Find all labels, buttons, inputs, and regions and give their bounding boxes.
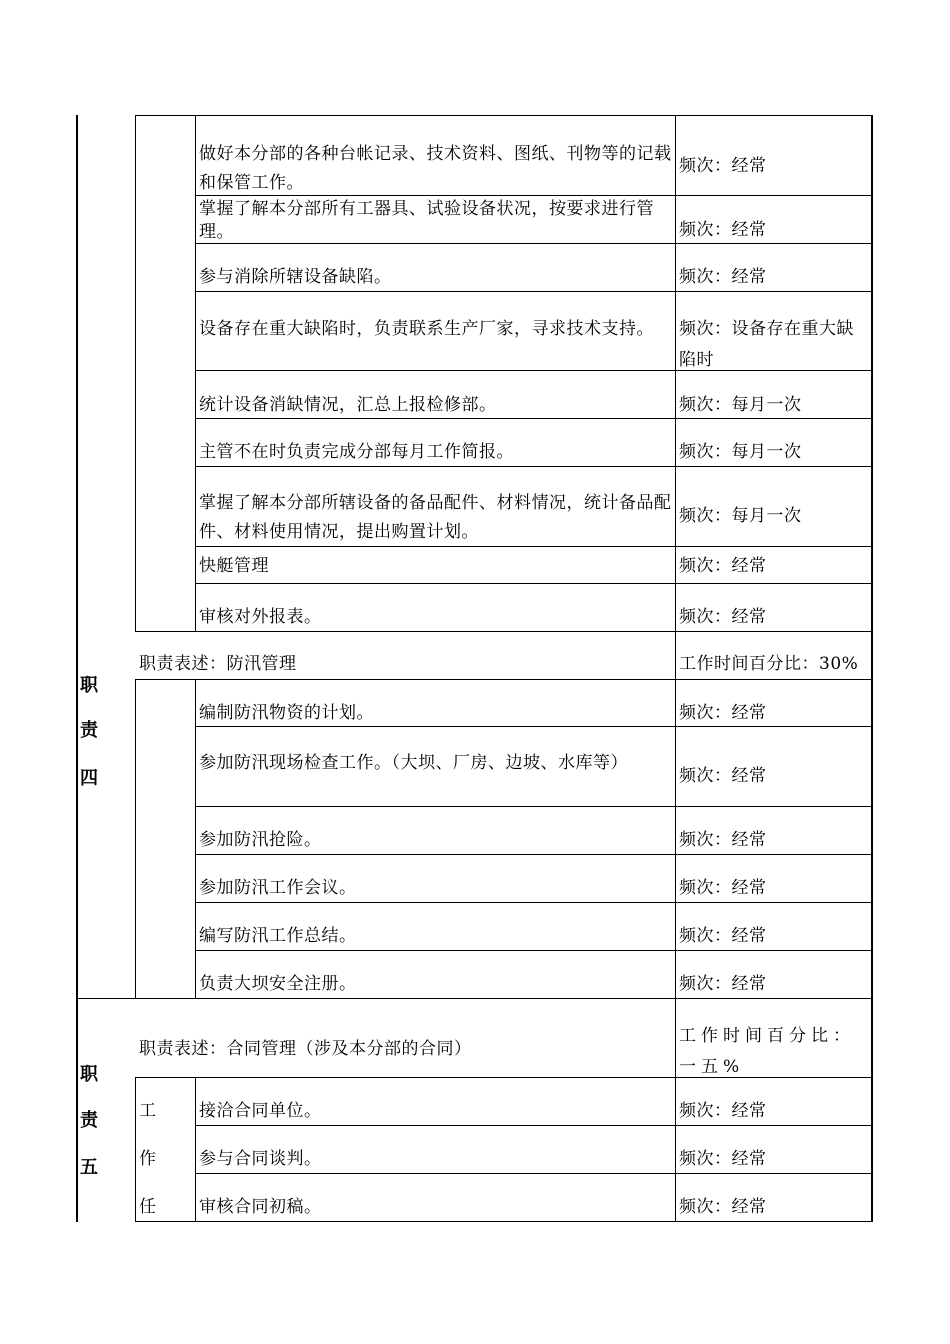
col-line-3 xyxy=(195,115,196,631)
task-text: 审核对外报表。 xyxy=(199,607,322,627)
frequency-text: 频次：经常 xyxy=(679,1149,767,1169)
col-line-2b xyxy=(135,679,136,999)
task-text: 负责大坝安全注册。 xyxy=(199,974,357,994)
task-text: 掌握了解本分部所辖设备的备品配件、材料情况，统计备品配件、材料使用情况，提出购置计划。 xyxy=(199,493,672,542)
task-text: 参与消除所辖设备缺陷。 xyxy=(199,267,392,287)
frequency-text: 频次：经常 xyxy=(679,607,767,627)
row-line xyxy=(195,1173,873,1174)
work-time-percent: 工作时间百分比：30% xyxy=(679,654,859,674)
col-line-2 xyxy=(135,115,136,631)
row-line xyxy=(195,902,873,903)
row-line xyxy=(195,950,873,951)
task-text: 参加防汛工作会议。 xyxy=(199,878,357,898)
sub-label-char: 任 xyxy=(139,1197,157,1217)
duty-label-char: 职 xyxy=(80,1064,99,1085)
duty-label-char: 五 xyxy=(80,1157,99,1178)
duty-description: 职责表述：防汛管理 xyxy=(139,654,297,674)
task-text: 掌握了解本分部所有工器具、试验设备状况，按要求进行管理。 xyxy=(199,199,654,242)
duty-label-char: 责 xyxy=(80,720,99,741)
task-text: 主管不在时负责完成分部每月工作简报。 xyxy=(199,442,514,462)
row-line xyxy=(195,726,873,727)
work-time-percent: 工作时间百分比：一五% xyxy=(679,1026,855,1077)
col-line-left xyxy=(76,115,78,1222)
task-text: 参加防汛抢险。 xyxy=(199,830,322,850)
duty-label-char: 职 xyxy=(80,675,99,696)
frequency-text: 频次：经常 xyxy=(679,220,767,240)
row-line xyxy=(135,679,873,680)
frequency-text: 频次：经常 xyxy=(679,556,767,576)
task-text: 参与合同谈判。 xyxy=(199,1149,322,1169)
sub-label-char: 工 xyxy=(139,1101,157,1121)
task-text: 参加防汛现场检查工作。（大坝、厂房、边坡、水库等） xyxy=(199,753,628,773)
frequency-text: 频次：经常 xyxy=(679,974,767,994)
task-text: 设备存在重大缺陷时，负责联系生产厂家，寻求技术支持。 xyxy=(199,319,654,339)
row-line xyxy=(195,583,873,584)
row-line xyxy=(195,854,873,855)
frequency-text: 频次：经常 xyxy=(679,156,767,176)
duty-label-char: 责 xyxy=(80,1110,99,1131)
frequency-text: 频次：经常 xyxy=(679,766,767,786)
sub-label-char: 作 xyxy=(139,1149,157,1169)
frequency-text: 频次：每月一次 xyxy=(679,442,802,462)
task-text: 编制防汛物资的计划。 xyxy=(199,703,374,723)
frequency-text: 频次：每月一次 xyxy=(679,395,802,415)
frequency-text: 频次：经常 xyxy=(679,878,767,898)
task-text: 接洽合同单位。 xyxy=(199,1101,322,1121)
col-line-2c xyxy=(135,1078,136,1222)
col-line-4 xyxy=(675,115,676,1222)
row-line xyxy=(135,115,873,116)
frequency-text: 频次：经常 xyxy=(679,830,767,850)
frequency-text: 频次：经常 xyxy=(679,267,767,287)
row-line xyxy=(135,631,873,632)
row-line xyxy=(195,1125,873,1126)
duty-label-char: 四 xyxy=(80,768,99,789)
row-line xyxy=(195,418,873,419)
task-text: 审核合同初稿。 xyxy=(199,1197,322,1217)
frequency-text: 频次：设备存在重大缺陷时 xyxy=(679,319,854,370)
task-text: 统计设备消缺情况，汇总上报检修部。 xyxy=(199,395,497,415)
task-text: 编写防汛工作总结。 xyxy=(199,926,357,946)
frequency-text: 频次：经常 xyxy=(679,1197,767,1217)
row-line xyxy=(76,998,873,999)
row-line xyxy=(195,806,873,807)
task-text: 快艇管理 xyxy=(199,556,269,576)
col-line-3b xyxy=(195,679,196,999)
frequency-text: 频次：经常 xyxy=(679,703,767,723)
row-line xyxy=(135,1221,873,1222)
task-text: 做好本分部的各种台帐记录、技术资料、图纸、刊物等的记载和保管工作。 xyxy=(199,144,672,193)
row-line xyxy=(195,466,873,467)
duty-description: 职责表述：合同管理（涉及本分部的合同） xyxy=(139,1039,472,1059)
col-line-3c xyxy=(195,1078,196,1222)
frequency-text: 频次：经常 xyxy=(679,926,767,946)
row-line xyxy=(195,291,873,292)
frequency-text: 频次：经常 xyxy=(679,1101,767,1121)
frequency-text: 频次：每月一次 xyxy=(679,506,802,526)
